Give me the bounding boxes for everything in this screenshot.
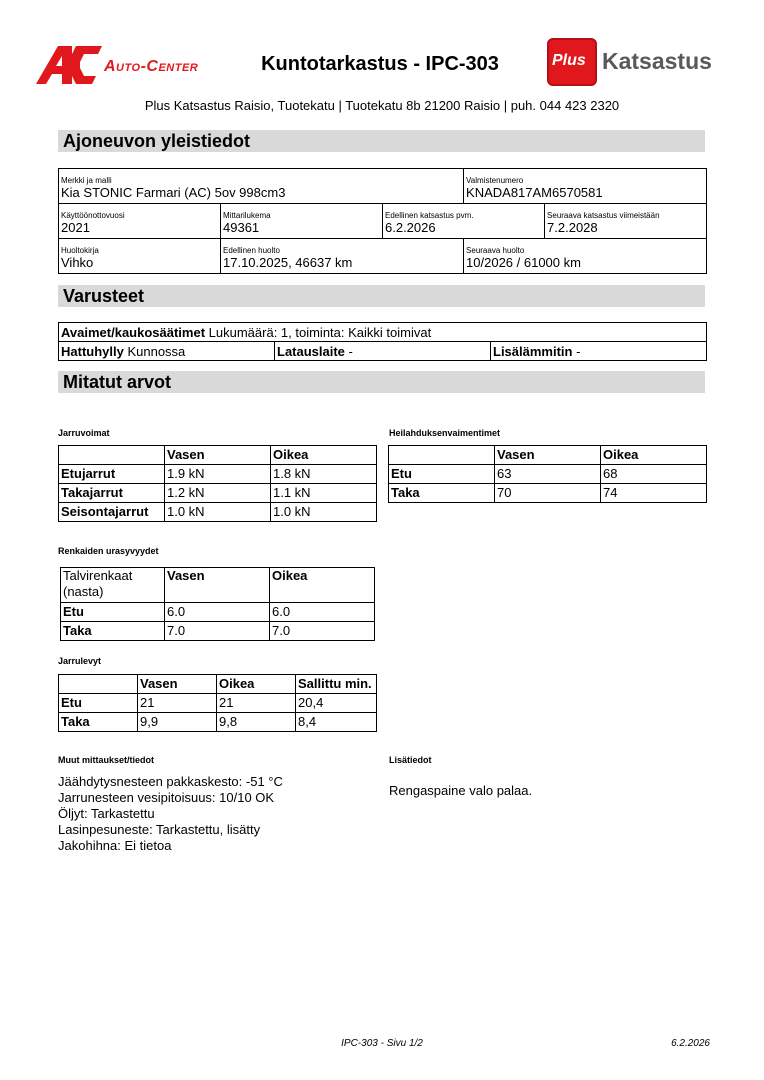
discs-col-right: Oikea [217,675,296,694]
brakes-title: Jarruvoimat [58,428,110,438]
extra-title: Lisätiedot [389,755,432,765]
brakes-value: 1.0 kN [165,503,271,522]
brakes-row-label: Takajarrut [59,484,165,503]
tires-col-left: Vasen [165,568,270,603]
brakes-col-left: Vasen [165,446,271,465]
keys-label: Avaimet/kaukosäätimet [61,324,206,340]
list-item: Jakohihna: Ei tietoa [58,838,172,853]
discs-title: Jarrulevyt [58,656,102,666]
page-title: Kuntotarkastus - IPC-303 [261,53,499,75]
brakes-value: 1.8 kN [271,465,377,484]
odometer-cell [221,204,383,239]
tires-row-label: Taka [61,622,165,641]
brakes-value: 1.9 kN [165,465,271,484]
discs-row-label: Taka [59,713,138,732]
accessories-table [58,322,707,361]
list-item: Jarrunesteen vesipitoisuus: 10/10 OK [58,790,275,805]
vin-cell [464,169,707,204]
shocks-title: Heilahduksenvaimentimet [389,428,501,438]
plus-badge-text: Plus [552,52,586,69]
next-insp-value: 7.2.2028 [547,220,598,235]
discs-value: 9,8 [217,713,296,732]
keys-cell [59,323,707,342]
footer-date: 6.2.2026 [671,1038,710,1049]
list-item: Lasinpesuneste: Tarkastettu, lisätty [58,822,261,837]
extra-text: Rengaspaine valo palaa. [389,783,533,798]
discs-value: 8,4 [296,713,377,732]
prev-insp-label: Edellinen katsastus pvm. [385,211,474,220]
section-measured-title: Mitatut arvot [58,371,705,393]
prev-service-label: Edellinen huolto [223,246,280,255]
section-general-title: Ajoneuvon yleistiedot [58,130,705,152]
table-row [59,503,377,522]
shocks-value: 68 [601,465,707,484]
table-row [59,694,377,713]
hat-shelf-cell [59,342,275,361]
prev-insp-cell [383,204,545,239]
tires-table [60,567,375,641]
brakes-col-right: Oikea [271,446,377,465]
discs-col-min: Sallittu min. [296,675,377,694]
next-service-value: 10/2026 / 61000 km [466,255,581,270]
brakes-row-label: Seisontajarrut [59,503,165,522]
brakes-value: 1.0 kN [271,503,377,522]
tires-row-label: Etu [61,603,165,622]
table-row [61,622,375,641]
prev-insp-value: 6.2.2026 [385,220,436,235]
vin-label: Valmistenumero [466,176,524,185]
discs-corner [59,675,138,694]
first-reg-label: Käyttöönottovuosi [61,211,125,220]
discs-col-left: Vasen [138,675,217,694]
heater-cell [491,342,707,361]
hat-shelf-label: Hattuhylly [61,343,124,359]
tires-value: 7.0 [165,622,270,641]
vin-value: KNADA817AM6570581 [466,185,603,200]
discs-value: 20,4 [296,694,377,713]
next-insp-label: Seuraava katsastus viimeistään [547,211,660,220]
discs-value: 21 [217,694,296,713]
discs-table [58,674,377,732]
table-row [59,465,377,484]
tire-type: Talvirenkaat (nasta) [61,568,165,603]
table-row [389,465,707,484]
shocks-value: 74 [601,484,707,503]
table-row [59,713,377,732]
odometer-label: Mittarilukema [223,211,271,220]
auto-center-logo [36,44,226,86]
service-book-value: Vihko [61,255,94,270]
charger-cell [275,342,491,361]
shocks-corner [389,446,495,465]
brakes-corner [59,446,165,465]
make-model-value: Kia STONIC Farmari (AC) 5ov 998cm3 [61,185,286,200]
shocks-value: 63 [495,465,601,484]
shocks-col-left: Vasen [495,446,601,465]
next-insp-cell [545,204,707,239]
hat-shelf-value: Kunnossa [127,343,186,359]
charger-label: Latauslaite [277,343,345,359]
discs-row-label: Etu [59,694,138,713]
heater-label: Lisälämmitin [493,343,573,359]
next-service-cell [464,239,707,274]
keys-value: Lukumäärä: 1, toiminta: Kaikki toimivat [208,324,432,340]
brakes-row-label: Etujarrut [59,465,165,484]
make-model-cell [59,169,464,204]
next-service-label: Seuraava huolto [466,246,525,255]
prev-service-value: 17.10.2025, 46637 km [223,255,353,270]
katsastus-text: Katsastus [602,48,712,74]
list-item: Öljyt: Tarkastettu [58,806,155,821]
discs-value: 21 [138,694,217,713]
service-book-cell [59,239,221,274]
plus-katsastus-logo [547,38,727,88]
tires-value: 6.0 [270,603,375,622]
odometer-value: 49361 [223,220,260,235]
charger-value: - [348,343,353,359]
footer-page: IPC-303 - Sivu 1/2 [341,1038,423,1049]
table-row [389,484,707,503]
prev-service-cell [221,239,464,274]
shocks-col-right: Oikea [601,446,707,465]
brakes-value: 1.2 kN [165,484,271,503]
shocks-row-label: Taka [389,484,495,503]
tires-col-right: Oikea [270,568,375,603]
first-reg-value: 2021 [61,220,90,235]
tires-title: Renkaiden urasyvyydet [58,546,159,556]
make-model-label: Merkki ja malli [61,176,112,185]
tires-value: 7.0 [270,622,375,641]
table-row [59,484,377,503]
shocks-row-label: Etu [389,465,495,484]
discs-value: 9,9 [138,713,217,732]
brakes-value: 1.1 kN [271,484,377,503]
auto-center-logo-text: Auto-Center [104,58,199,75]
general-info-table [58,168,707,274]
brakes-table [58,445,377,522]
station-address: Plus Katsastus Raisio, Tuotekatu | Tuotekatu 8b 21200 Raisio | puh. 044 423 2320 [144,98,620,113]
shocks-value: 70 [495,484,601,503]
first-reg-cell [59,204,221,239]
table-row [61,603,375,622]
heater-value: - [576,343,581,359]
section-accessories-title: Varusteet [58,285,705,307]
other-list [58,774,283,854]
tires-value: 6.0 [165,603,270,622]
list-item: Jäähdytysnesteen pakkaskesto: -51 °C [58,774,283,789]
service-book-label: Huoltokirja [61,246,99,255]
other-title: Muut mittaukset/tiedot [58,755,154,765]
shocks-table [388,445,707,503]
